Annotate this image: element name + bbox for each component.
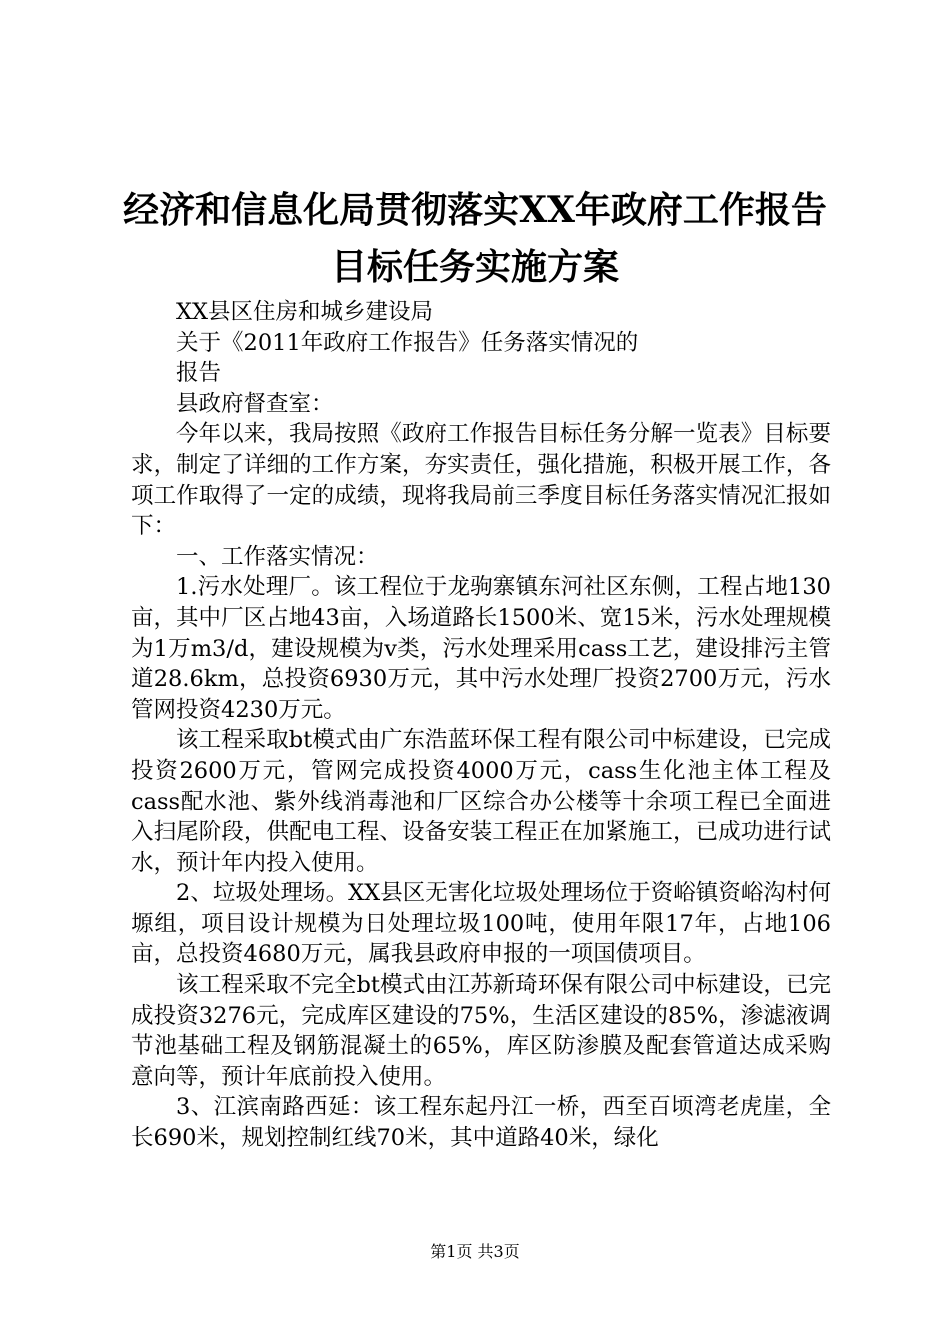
- page-footer: 第1页 共3页: [430, 1242, 520, 1261]
- issuing-department: XX县区住房和城乡建设局: [176, 299, 434, 325]
- report-subject-line: 关于《2011年政府工作报告》任务落实情况的: [176, 329, 639, 356]
- section-heading: 一、工作落实情况：: [176, 543, 379, 570]
- intro-paragraph: 今年以来，我局按照《政府工作报告目标任务分解一览表》目标要求，制定了详细的工作方案，夯实责任，强化措施，积极开展工作，各项工作取得了一定的成绩，现将我局前三季度目标任务落实情况汇报如下：: [131, 421, 831, 540]
- paragraph-landfill-progress: 该工程采取不完全bt模式由江苏新琦环保有限公司中标建设，已完成投资3276元，完成库区建设的75%，生活区建设的85%，渗滤液调节池基础工程及钢筋混凝土的65%，库区防渗膜及配套管道达成采购意向等，预计年底前投入使用。: [131, 972, 831, 1090]
- recipient-line: 县政府督查室：: [176, 390, 334, 417]
- paragraph-sewage-plant: 1.污水处理厂。该工程位于龙驹寨镇东河社区东侧，工程占地130亩，其中厂区占地43亩，入场道路长1500米、宽15米，污水处理规模为1万m3/d，建设规模为v类，污水处理采用cass工艺，建设排污主管道28.6km，总投资6930万元，其中污水处理厂投资2700万元，污水管网投资4230万元。: [131, 574, 831, 723]
- paragraph-jiangbin-road: 3、江滨南路西延：该工程东起丹江一桥，西至百顷湾老虎崖，全长690米，规划控制红线70米，其中道路40米，绿化: [131, 1094, 831, 1152]
- paragraph-sewage-plant-progress: 该工程采取bt模式由广东浩蓝环保工程有限公司中标建设，已完成投资2600万元，管网完成投资4000万元，cass生化池主体工程及cass配水池、紫外线消毒池和厂区综合办公楼等十余项工程已全面进入扫尾阶段，供配电工程、设备安装工程正在加紧施工，已成功进行试水，预计年内投入使用。: [131, 727, 831, 876]
- document-title-line-2: 目标任务实施方案: [330, 246, 619, 288]
- document-title-line-1: 经济和信息化局贯彻落实XX年政府工作报告: [123, 189, 827, 231]
- report-subject-line-end: 报告: [176, 360, 222, 387]
- document-body: [131, 297, 831, 1154]
- paragraph-landfill: 2、垃圾处理场。XX县区无害化垃圾处理场位于资峪镇资峪沟村何塬组，项目设计规模为日处理垃圾100吨，使用年限17年，占地106亩，总投资4680万元，属我县政府申报的一项国债项目。: [131, 880, 831, 968]
